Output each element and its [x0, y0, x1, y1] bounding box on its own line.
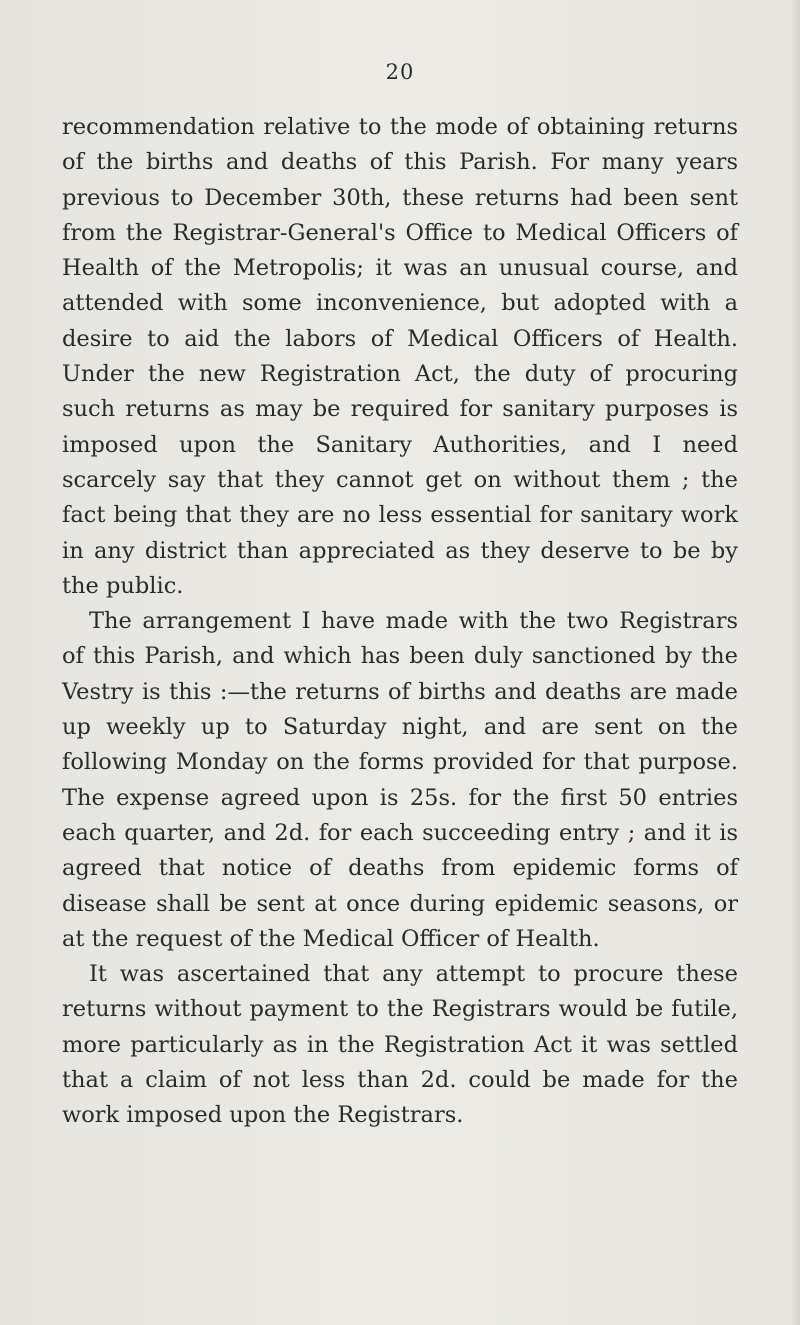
- paragraph-continuation: recommendation relative to the mode of obtaining returns of the births and deaths of this Parish. For many years previous to December 30th, these returns had been sent from the Registrar-General's Office to Medical Officers of Health of the Metropolis; it was an unusual course, and attended with some inconvenience, but adopted with a desire to aid the labors of Medical Officers of Health. Under the new Registration Act, the duty of procuring such returns as may be required for sanitary purposes is imposed upon the Sanitary Authorities, and I need scarcely say that they cannot get on without them ; the fact being that they are no less essential for sanitary work in any district than appreciated as they deserve to be by the public.: [62, 114, 738, 599]
- page-number: 20: [385, 60, 415, 84]
- paragraph-registrars-arrangement: The arrangement I have made with the two Registrars of this Parish, and which has been duly sanctioned by the Vestry is this :—the returns of births and deaths are made up weekly up to Saturday night, and are sent on the following Monday on the forms provided for that purpose. The expense agreed upon is 25s. for the first 50 entries each quarter, and 2d. for each succeeding entry ; and it is agreed that notice of deaths from epidemic forms of disease shall be sent at once during epidemic seasons, or at the request of the Medical Officer of Health.: [62, 608, 738, 952]
- paragraph-payment: It was ascertained that any attempt to procure these returns without payment to the Registrars would be futile, more particularly as in the Registration Act it was settled that a claim of not less than 2d. could be made for the work imposed upon the Registrars.: [62, 961, 738, 1129]
- page-edge-shadow: [790, 0, 800, 1325]
- body-text: [62, 110, 738, 1134]
